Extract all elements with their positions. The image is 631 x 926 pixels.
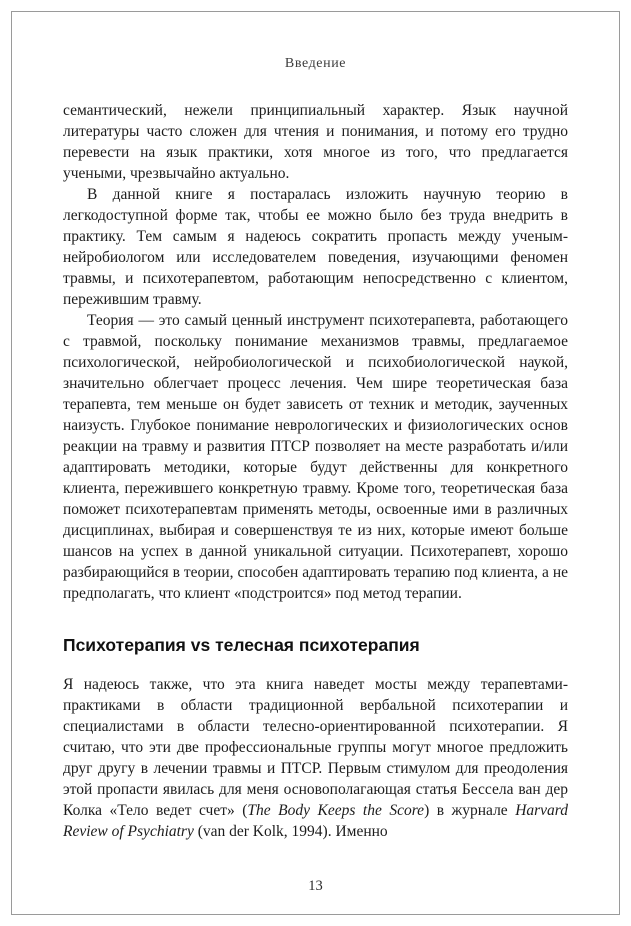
paragraph-text-segment: Я надеюсь также, что эта книга наведет мосты между терапевтами-практиками в области традиционной вербальной психотерапии и специалистами в области телесно-ориентированной психотерапии. Я считаю, что эти две профессиональные группы могут многое предложить друг другу в лечении травмы и ПТСР. Первым стимулом для преодоления этой пропасти явилась для меня основополагающая статья Бессела ван дер Колка «Тело ведет счет» ( (63, 676, 568, 819)
body-paragraph-1: семантический, нежели принципиальный характер. Язык научной литературы часто сложен для чтения и понимания, и потому его трудно перевести на язык практики, хотя многое из того, что предлагается учеными, чрезвычайно актуально. (63, 102, 568, 182)
body-paragraph-3: Теория — это самый ценный инструмент психотерапевта, работающего с травмой, поскольку понимание механизмов травмы, предлагаемое психологической, нейробиологической и психобиологической наукой, значительно облегчает процесс лечения. Чем шире теоретическая база терапевта, тем меньше он будет зависеть от техник и методик, заученных наизусть. Глубокое понимание неврологических и физиологических основ реакции на травму и развития ПТСР позволяет на месте разработать и/или адаптировать методики, которые будут действенны для конкретного клиента, пережившего конкретную травму. Кроме того, теоретическая база поможет психотерапевтам применять методы, освоенные ими в различных дисциплинах, выбирая и совершенствуя те из них, которые имеют больше шансов на успех в данной уникальной ситуации. Психотерапевт, хорошо разбирающийся в теории, способен адаптировать терапию под клиента, а не предполагать, что клиент «подстроится» под метод терапии. (63, 312, 568, 602)
paragraph-text-segment: (van der Kolk, 1994). Именно (193, 823, 388, 840)
body-paragraph-2: В данной книге я постаралась изложить научную теорию в легкодоступной форме так, чтобы ее можно было без труда внедрить в практику. Тем самым я надеюсь сократить пропасть между ученым-нейробиологом или исследователем поведения, изучающими феномен травмы, и психотерапевтом, работающим непосредственно с клиентом, пережившим травму. (63, 186, 568, 308)
running-header: Введение (284, 56, 347, 71)
book-title-italic: The Body Keeps the Score (247, 802, 425, 819)
paragraph-text-segment: ) в журнале (424, 802, 516, 819)
body-paragraph-4 (63, 674, 568, 842)
section-heading: Психотерапия vs телесная психотерапия (63, 635, 420, 655)
text-block (63, 100, 568, 842)
page-number: 13 (308, 878, 323, 894)
journal-title-italic: Harvard Review of Psychiatry (63, 802, 568, 840)
page-border (11, 11, 620, 915)
